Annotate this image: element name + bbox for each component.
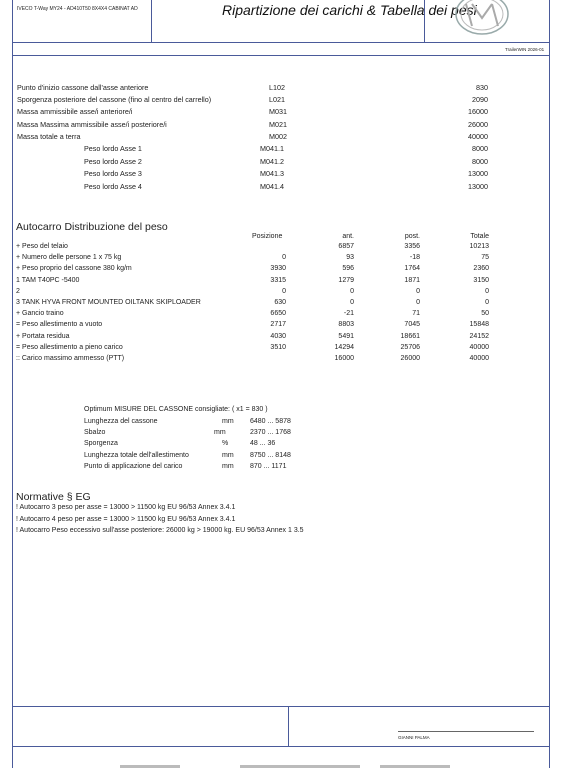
distribution-row-label: 1 TAM T40PC -5400 xyxy=(16,276,80,284)
optimum-label: Sbalzo xyxy=(84,429,106,437)
distribution-row-total: 40000 xyxy=(469,343,489,351)
optimum-value: 6480 ... 5878 xyxy=(250,418,291,425)
dimension-code: M002 xyxy=(269,131,287,141)
axle-weight-label: Peso lordo Asse 2 xyxy=(84,156,142,166)
distribution-row-front: 596 xyxy=(342,265,354,273)
distribution-row-rear: 1764 xyxy=(404,265,420,273)
col-header-front: ant. xyxy=(342,233,354,240)
distribution-row-position: 630 xyxy=(274,299,286,306)
dimension-code: M031 xyxy=(269,107,287,117)
optimum-label: Sporgenza xyxy=(84,440,118,448)
distribution-row-label: + Peso del telaio xyxy=(16,243,68,250)
optimum-heading: Optimum MISURE DEL CASSONE consigliate: ( x1 = 830 ) xyxy=(84,406,268,413)
distribution-row-label: = Peso allestimento a vuoto xyxy=(16,321,103,329)
axle-weight-code: M041.4 xyxy=(260,182,284,192)
footer-divider xyxy=(288,706,289,746)
distribution-row-rear: 7045 xyxy=(404,321,420,329)
distribution-row-front: 1279 xyxy=(338,276,354,284)
distribution-row-rear: -18 xyxy=(409,254,420,262)
dimension-label: Massa totale a terra xyxy=(17,131,81,141)
optimum-unit: mm xyxy=(222,418,234,425)
axle-weight-code: M041.3 xyxy=(260,169,284,179)
distribution-row-front: -21 xyxy=(343,310,354,318)
header-divider-left xyxy=(151,0,152,42)
distribution-row-label: + Gancio traino xyxy=(16,310,64,318)
dimension-label: Sporgenza posteriore del cassone (fino al centro del carrello) xyxy=(17,95,212,105)
distribution-row-label: 2 xyxy=(16,287,20,295)
distribution-row-rear: 71 xyxy=(412,310,420,318)
distribution-row-front: 0 xyxy=(350,287,354,295)
distribution-row-front: 16000 xyxy=(334,355,354,362)
distribution-row-position: 6650 xyxy=(270,310,286,318)
axle-weight-label: Peso lordo Asse 3 xyxy=(84,169,142,179)
distribution-row-rear: 18661 xyxy=(400,332,420,340)
distribution-row-total: 3150 xyxy=(473,276,489,284)
axle-weight-value: 8000 xyxy=(472,156,488,166)
distribution-row-total: 0 xyxy=(485,299,489,306)
distribution-row-label: 3 TANK HYVA FRONT MOUNTED OILTANK SKIPLOADER xyxy=(16,299,201,306)
distribution-row-total: 40000 xyxy=(469,355,489,362)
axle-weight-label: Peso lordo Asse 4 xyxy=(84,182,142,192)
dimension-value: 16000 xyxy=(468,107,488,117)
dimension-label: Massa Massima ammissibile asse/i posteriore/i xyxy=(17,119,167,129)
footer-bottom-rule xyxy=(12,746,550,747)
distribution-row-label: + Peso proprio del cassone 380 kg/m xyxy=(16,265,132,273)
dimension-value: 40000 xyxy=(468,131,488,141)
optimum-label: Lunghezza totale dell'allestimento xyxy=(84,451,189,459)
col-header-position: Posizione xyxy=(252,233,283,240)
distribution-row-rear: 0 xyxy=(416,299,420,306)
distribution-row-label: + Numero delle persone 1 x 75 kg xyxy=(16,254,122,262)
signature-name: GIANNI PALMA xyxy=(398,735,430,740)
optimum-value: 8750 ... 8148 xyxy=(250,451,291,459)
dimension-code: L102 xyxy=(269,83,285,92)
optimum-unit: mm xyxy=(214,429,226,437)
dimension-label: Punto d'inizio cassone dall'asse anteriore xyxy=(17,83,149,92)
signature-line xyxy=(398,731,534,732)
header-subrule xyxy=(12,55,550,56)
distribution-row-rear: 3356 xyxy=(404,243,420,250)
optimum-label: Punto di applicazione del carico xyxy=(84,462,183,470)
optimum-value: 48 ... 36 xyxy=(250,440,276,448)
distribution-row-position: 3510 xyxy=(270,343,286,351)
axle-weight-label: Peso lordo Asse 1 xyxy=(84,144,142,153)
distribution-row-position: 3930 xyxy=(270,265,286,273)
distribution-row-front: 93 xyxy=(346,254,354,262)
distribution-row-label: + Portata residua xyxy=(16,332,70,340)
distribution-row-front: 14294 xyxy=(334,343,354,351)
distribution-row-total: 24152 xyxy=(469,332,489,340)
distribution-row-position: 0 xyxy=(282,287,286,295)
distribution-title: Autocarro Distribuzione del peso xyxy=(16,221,168,233)
distribution-row-label: :: Carico massimo ammesso (PTT) xyxy=(16,355,125,362)
axle-weight-value: 13000 xyxy=(468,182,488,192)
distribution-row-position: 2717 xyxy=(270,321,286,329)
dimension-label: Massa ammissibile asse/i anteriore/i xyxy=(17,107,133,117)
company-logo-icon xyxy=(452,0,512,40)
distribution-row-front: 0 xyxy=(350,299,354,306)
dimension-value: 2090 xyxy=(472,95,488,105)
norms-title: Normative § EG xyxy=(16,491,91,503)
distribution-row-position: 4030 xyxy=(270,332,286,340)
norm-item: ! Autocarro 3 peso per asse = 13000 > 11500 kg EU 96/53 Annex 3.4.1 xyxy=(16,504,236,511)
distribution-row-total: 2360 xyxy=(473,265,489,273)
distribution-row-rear: 25706 xyxy=(400,343,420,351)
optimum-label: Lunghezza del cassone xyxy=(84,418,158,425)
dimension-value: 26000 xyxy=(468,119,488,129)
distribution-row-total: 75 xyxy=(481,254,489,262)
distribution-row-rear: 0 xyxy=(416,287,420,295)
col-header-rear: post. xyxy=(404,233,420,240)
page-title: Ripartizione dei carichi & Tabella dei pesi xyxy=(222,2,477,18)
dimension-code: L021 xyxy=(269,95,285,105)
optimum-value: 870 ... 1171 xyxy=(250,462,287,470)
footer-top-rule xyxy=(12,706,550,707)
optimum-unit: mm xyxy=(222,462,234,470)
axle-weight-code: M041.2 xyxy=(260,156,284,166)
optimum-value: 2370 ... 1768 xyxy=(250,429,291,437)
axle-weight-value: 8000 xyxy=(472,144,488,153)
distribution-row-front: 6857 xyxy=(338,243,354,250)
optimum-unit: mm xyxy=(222,451,234,459)
distribution-row-total: 0 xyxy=(485,287,489,295)
distribution-row-total: 50 xyxy=(481,310,489,318)
distribution-row-rear: 26000 xyxy=(400,355,420,362)
header-bottom-rule xyxy=(12,42,550,43)
distribution-row-position: 0 xyxy=(282,254,286,262)
distribution-row-front: 5491 xyxy=(338,332,354,340)
norm-item: ! Autocarro 4 peso per asse = 13000 > 11500 kg EU 96/53 Annex 3.4.1 xyxy=(16,515,236,523)
distribution-row-total: 15848 xyxy=(469,321,489,329)
dimension-code: M021 xyxy=(269,119,287,129)
col-header-total: Totale xyxy=(470,233,489,240)
software-version: TrailerWIN 2026-01 xyxy=(505,47,545,52)
axle-weight-value: 13000 xyxy=(468,169,488,179)
distribution-row-front: 8803 xyxy=(338,321,354,329)
dimension-value: 830 xyxy=(476,83,488,92)
vehicle-model: IVECO T-Way MY24 - AD410T50 8X4X4 CABINAT AD xyxy=(17,6,138,12)
distribution-row-rear: 1871 xyxy=(404,276,420,284)
axle-weight-code: M041.1 xyxy=(260,144,284,153)
distribution-row-total: 10213 xyxy=(469,243,489,250)
norm-item: ! Autocarro Peso eccessivo sull'asse posteriore: 26000 kg > 19000 kg. EU 96/53 Annex 1 3.5 xyxy=(16,527,304,534)
optimum-unit: % xyxy=(222,440,229,448)
distribution-row-label: = Peso allestimento a pieno carico xyxy=(16,343,123,351)
distribution-row-position: 3315 xyxy=(270,276,286,284)
